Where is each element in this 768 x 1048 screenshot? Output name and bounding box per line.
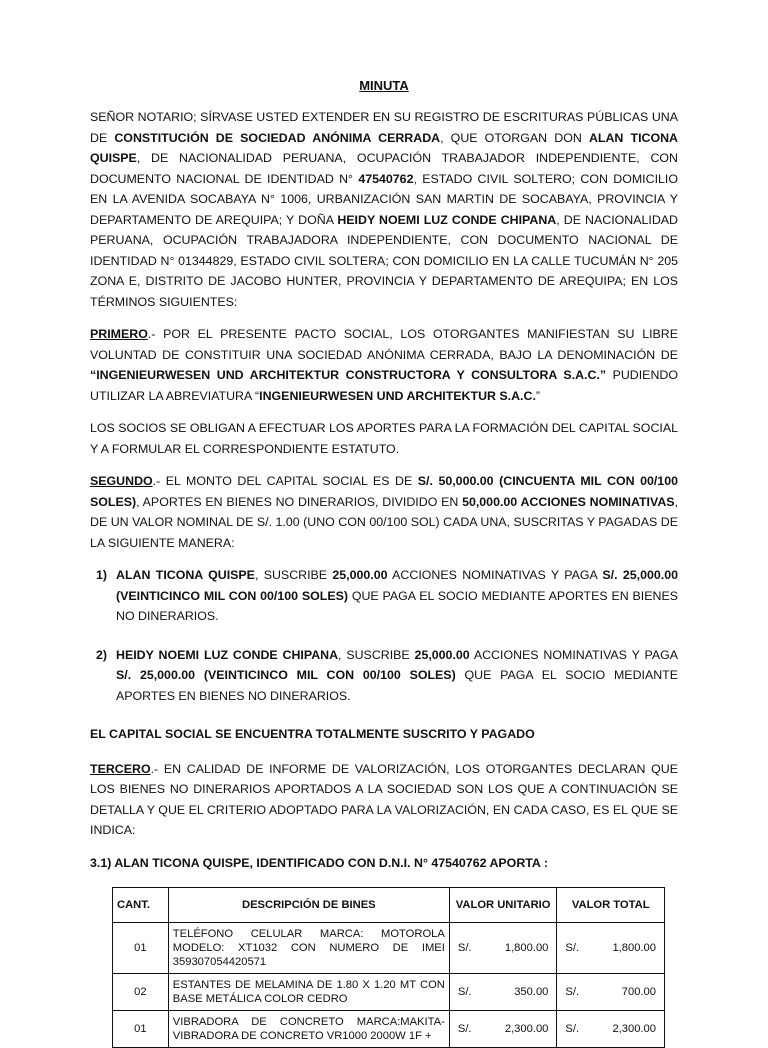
cell-description: TELÉFONO CELULAR MARCA: MOTOROLA MODELO: XT1032 CON NUMERO DE IMEI 359307054420571 [168,923,449,974]
cell-unit-value [449,1011,557,1048]
amount: 2,300.00 [504,1023,549,1035]
table-row [113,923,665,974]
section-heading: 3.1) ALAN TICONA QUISPE, IDENTIFICADO CON D.N.I. N° 47540762 APORTA : [90,855,548,870]
section-label: SEGUNDO [90,474,153,488]
text-segment: ACCIONES NOMINATIVAS Y PAGA [387,568,603,582]
text-segment: QUE PAGA EL SOCIO MEDIANTE APORTES EN BIENES NO DINERARIOS. [116,588,678,623]
text-segment: 25,000.00 [332,568,388,582]
text-segment: HEIDY NOEMI LUZ CONDE CHIPANA [116,647,339,662]
text-segment: .- EL MONTO DEL CAPITAL SOCIAL ES DE [152,474,418,488]
text-segment: 25,000.00 [414,647,470,662]
list-item-text [116,648,678,703]
text-segment: S/. 25,000.00 (VEINTICINCO MIL CON 00/100 SOLES) [116,668,456,682]
table-row [113,974,665,1011]
list-item-number: 1) [96,568,108,582]
currency-label: S/. [565,986,580,998]
text-segment: , SUSCRIBE [254,568,333,582]
table-header-row [113,888,665,923]
cell-cant: 01 [113,923,169,974]
primero-paragraph [90,324,678,406]
cell-unit-value [449,974,557,1011]
text-segment: CONSTITUCIÓN DE SOCIEDAD ANÓNIMA CERRADA [114,130,441,145]
text-segment: ” [535,388,541,403]
shareholders-list [90,565,678,706]
cell-unit-value [449,923,557,974]
amount: 350.00 [514,986,549,998]
header-total-value: VALOR TOTAL [557,888,665,923]
currency-label: S/. [457,942,472,954]
text-segment: HEIDY NOEMI LUZ CONDE CHIPANA [337,212,557,227]
text-segment: , DE NACIONALIDAD PERUANA, OCUPACIÓN TRABAJADORA INDEPENDIENTE, CON DOCUMENTO NACIONAL DE IDENTIDAD N° 01344829, ESTADO CIVIL SOLTERA; CON DOMICILIO EN LA CALLE TUCUMÁN N° 205 ZONA E, DISTRITO DE JACOBO HUNTER, PROVINCIA Y DEPARTAMENTO DE AREQUIPA; EN LOS TÉRMINOS SIGUIENTES: [90,212,678,309]
currency-label: S/. [565,942,580,954]
socios-paragraph [90,418,678,459]
text-segment: , DE NACIONALIDAD PERUANA, OCUPACIÓN TRABAJADOR INDEPENDIENTE, CON DOCUMENTO NACIONAL DE IDENTIDAD N° [90,151,678,186]
list-item [90,565,678,627]
text-segment: , APORTES EN BIENES NO DINERARIOS, DIVIDIDO EN [136,494,463,509]
amount: 1,800.00 [612,942,656,954]
text-segment: “INGENIEURWESEN UND ARCHITEKTUR CONSTRUCTORA Y CONSULTORA S.A.C.” [90,368,607,382]
currency-label: S/. [565,1023,580,1035]
header-unit-value: VALOR UNITARIO [449,888,557,923]
text-segment: , ESTADO CIVIL SOLTERO; CON DOMICILIO EN LA AVENIDA SOCABAYA N° 1006, URBANIZACIÓN SAN MARTIN DE SOCABAYA, PROVINCIA Y DEPARTAMENTO DE AREQUIPA; Y DOÑA [90,171,678,227]
text-segment: S/. 50,000.00 (CINCUENTA MIL CON 00/100 SOLES) [90,474,678,509]
list-item-number: 2) [96,647,108,662]
text-segment: .- EN CALIDAD DE INFORME DE VALORIZACIÓN, LOS OTORGANTES DECLARAN QUE LOS BIENES NO DINERARIOS APORTADOS A LA SOCIEDAD SON LOS QUE A CONTINUACIÓN SE DETALLA Y QUE EL CRITERIO ADOPTADO PARA LA VALORIZACIÓN, EN CADA CASO, ES EL QUE SE INDICA: [90,761,678,837]
header-cant: CANT. [113,888,169,923]
text-segment: , QUE OTORGAN DON [440,130,589,145]
cell-total-value [557,974,665,1011]
cell-total-value [557,923,665,974]
amount: 1,800.00 [504,942,549,954]
list-item-text [116,568,678,623]
text-segment: ALAN TICONA QUISPE [90,130,678,165]
text-segment: S/. 25,000.00 (VEINTICINCO MIL CON 00/100 SOLES) [116,568,678,603]
header-description: DESCRIPCIÓN DE BINES [168,888,449,923]
intro-paragraph [90,107,678,312]
text-segment: PUDIENDO UTILIZAR LA ABREVIATURA “ [90,368,678,403]
cell-description: ESTANTES DE MELAMINA DE 1.80 X 1.20 MT CON BASE METÁLICA COLOR CEDRO [168,974,449,1011]
text-segment: LOS SOCIOS SE OBLIGAN A EFECTUAR LOS APORTES PARA LA FORMACIÓN DEL CAPITAL SOCIAL Y A FORMULAR EL CORRESPONDIENTE ESTATUTO. [90,421,678,456]
text-segment: , SUSCRIBE [338,647,415,662]
text-segment: 50,000.00 ACCIONES NOMINATIVAS [462,494,675,509]
text-segment: , DE UN VALOR NOMINAL DE S/. 1.00 (UNO CON 00/100 SOL) CADA UNA, SUSCRITAS Y PAGADAS DE LA SIGUIENTE MANERA: [90,494,678,550]
text-segment: QUE PAGA EL SOCIO MEDIANTE APORTES EN BIENES NO DINERARIOS. [116,668,679,703]
text-segment: ACCIONES NOMINATIVAS Y PAGA [469,647,678,662]
table-row [113,1011,665,1048]
cell-total-value [557,1011,665,1048]
cell-cant: 02 [113,974,169,1011]
currency-label: S/. [457,1023,472,1035]
section-label: TERCERO [90,761,151,776]
section-label: PRIMERO [90,327,148,341]
segundo-paragraph [90,471,678,553]
text-segment: .- POR EL PRESENTE PACTO SOCIAL, LOS OTORGANTES MANIFIESTAN SU LIBRE VOLUNTAD DE CONSTITUIR UNA SOCIEDAD ANÓNIMA CERRADA, BAJO LA DENOMINACIÓN DE [90,327,678,362]
tercero-paragraph [90,759,678,841]
text-segment: 47540762 [358,171,414,186]
amount: 700.00 [621,986,656,998]
currency-label: S/. [457,986,472,998]
amount: 2,300.00 [612,1023,656,1035]
cell-description: VIBRADORA DE CONCRETO MARCA:MAKITA- VIBRADORA DE CONCRETO VR1000 2000W 1F + [168,1011,449,1048]
text-segment: SEÑOR NOTARIO; SÍRVASE USTED EXTENDER EN SU REGISTRO DE ESCRITURAS PÚBLICAS UNA DE [90,110,678,145]
list-item [90,645,678,707]
document-title: MINUTA [359,78,409,93]
text-segment: ALAN TICONA QUISPE [116,568,255,582]
cell-cant: 01 [113,1011,169,1048]
capital-statement: EL CAPITAL SOCIAL SE ENCUENTRA TOTALMENTE SUSCRITO Y PAGADO [90,727,535,741]
text-segment: INGENIEURWESEN UND ARCHITEKTUR S.A.C. [259,388,536,403]
